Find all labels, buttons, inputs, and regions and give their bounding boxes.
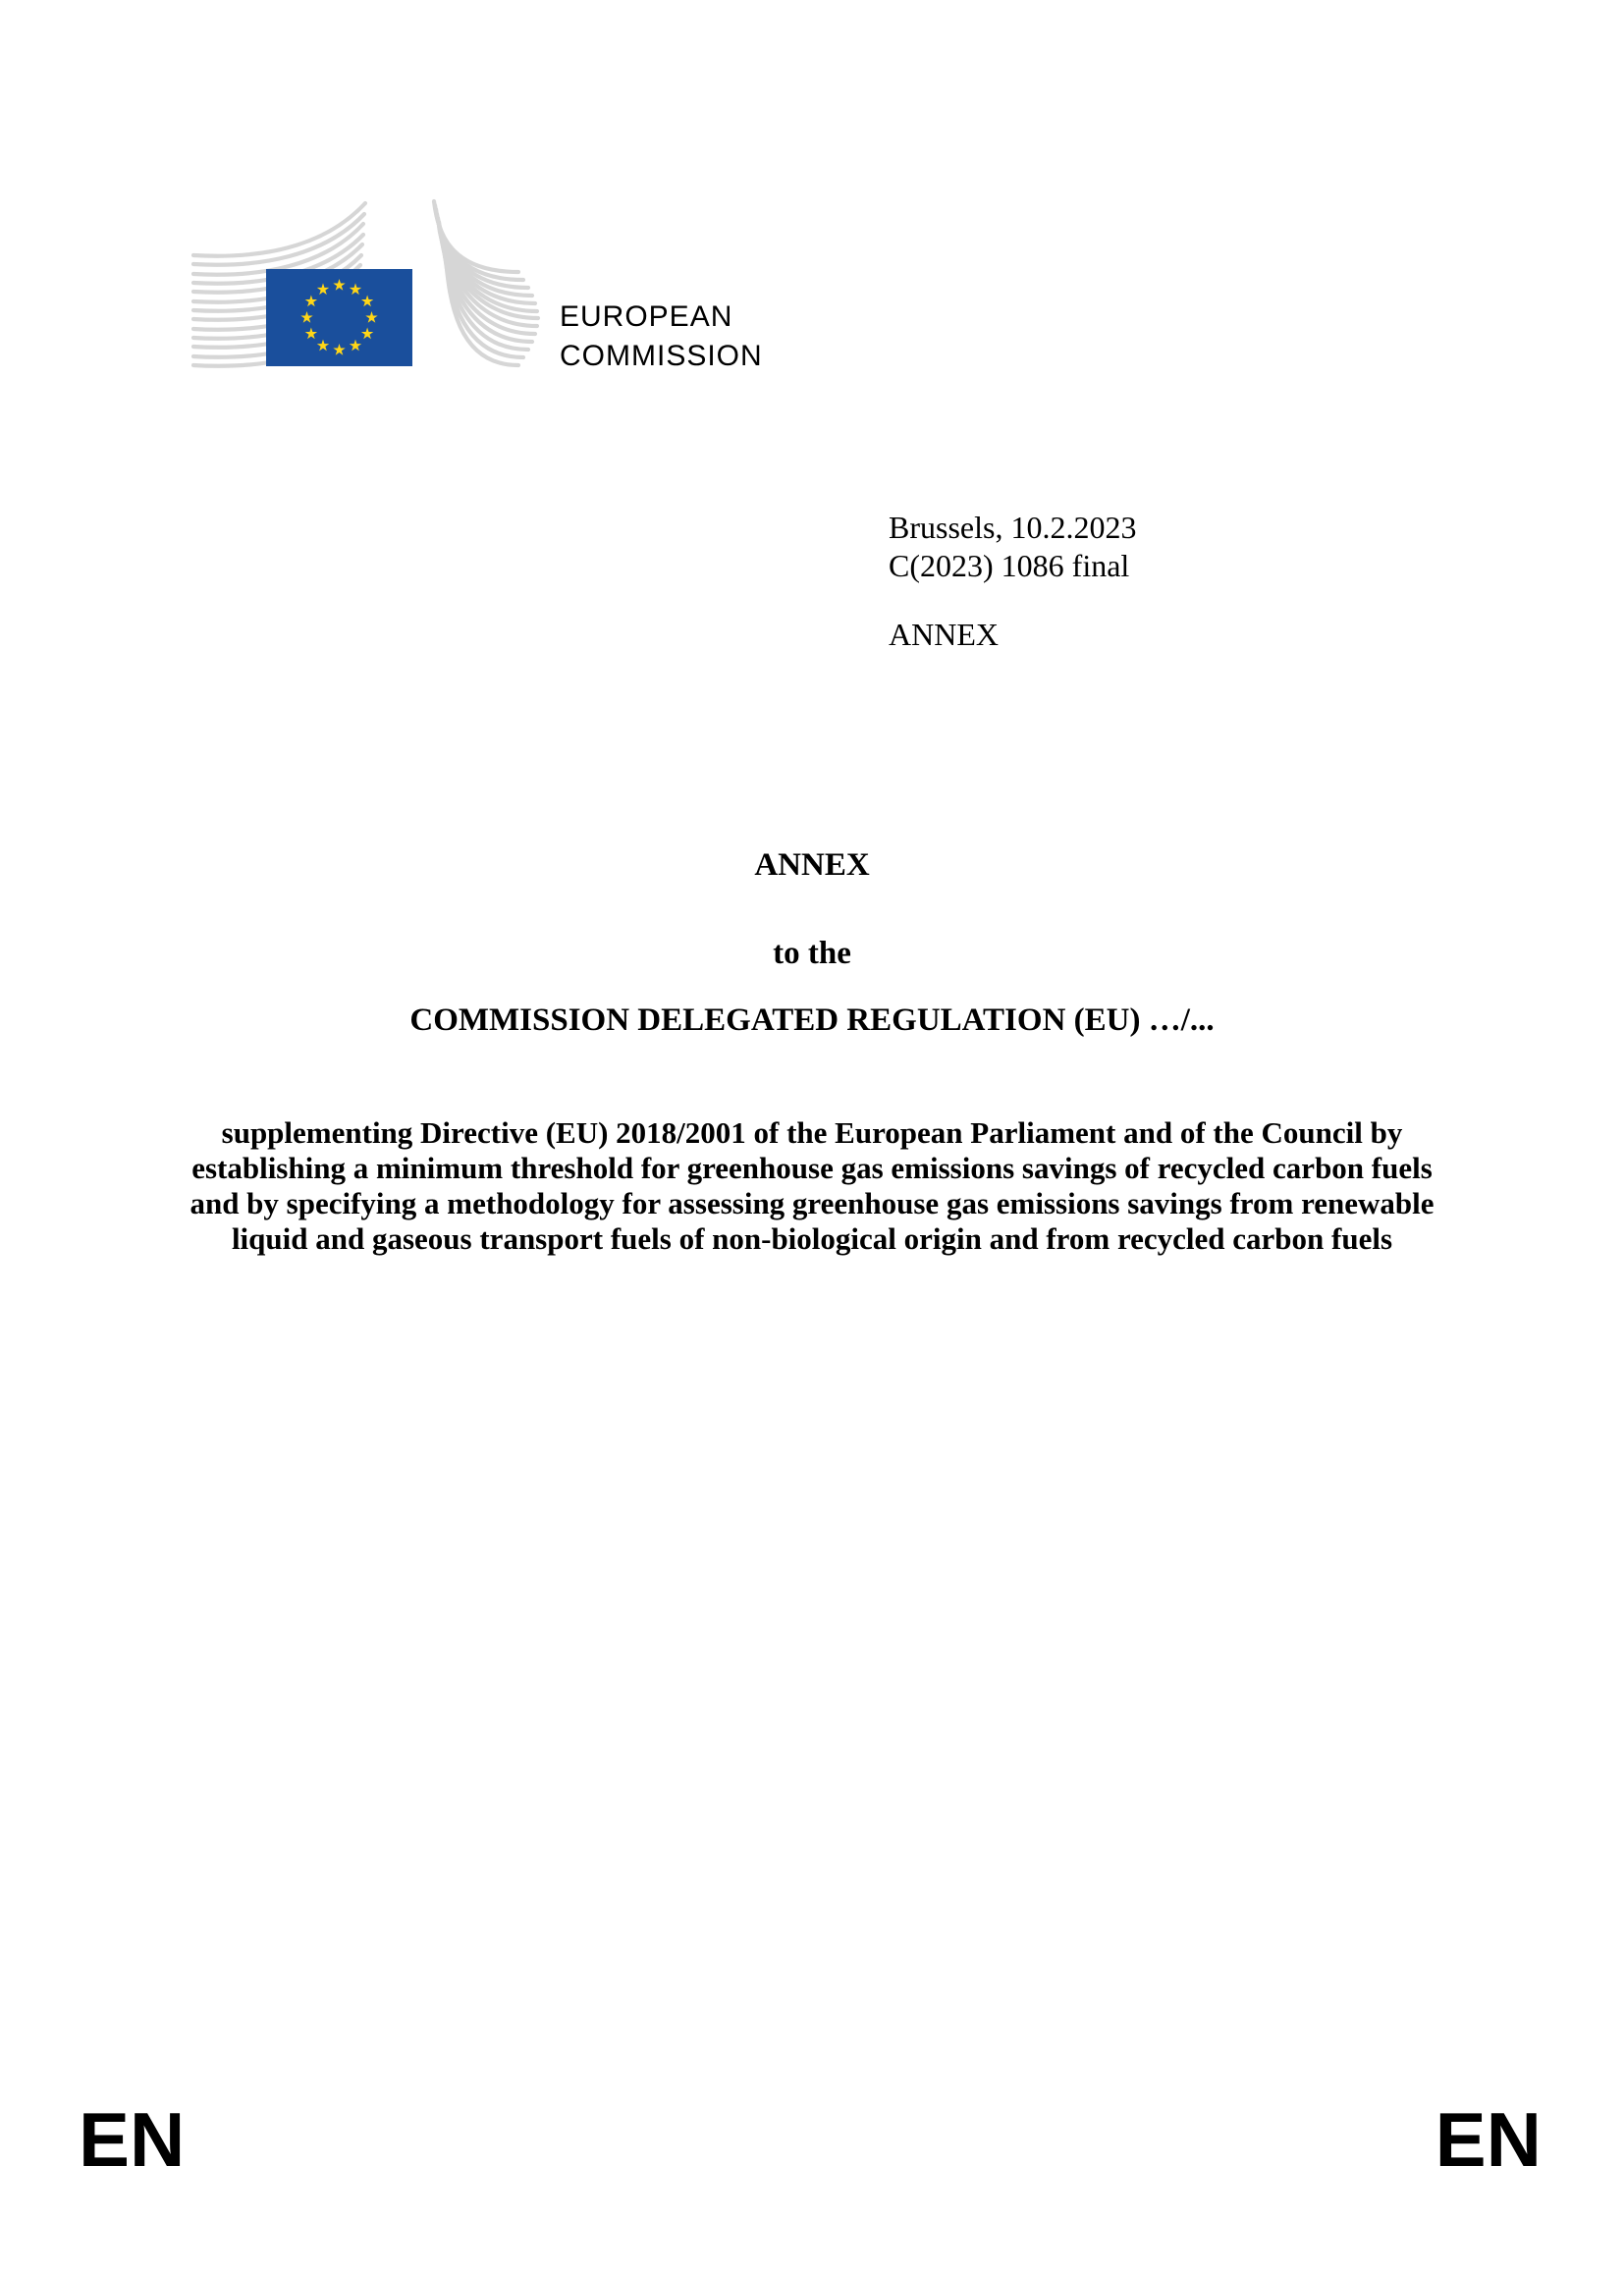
annex-heading: ANNEX [754, 847, 870, 883]
regulation-title: COMMISSION DELEGATED REGULATION (EU) …/... [409, 1002, 1215, 1038]
language-code-right: EN [1435, 2096, 1542, 2183]
annex-connector: to the [773, 936, 851, 971]
place-date: Brussels, 10.2.2023 [889, 510, 1137, 545]
logo-wordmark [560, 298, 763, 376]
european-commission-logo [191, 182, 977, 388]
reference-number: C(2023) 1086 final [889, 548, 1130, 583]
commission-logo-graphic [191, 182, 555, 373]
annex-label: ANNEX [889, 617, 999, 652]
logo-text-line1: EUROPEAN [560, 300, 733, 333]
logo-text-line2: COMMISSION [560, 340, 763, 372]
document-reference-block [889, 509, 1136, 654]
subject-paragraph: supplementing Directive (EU) 2018/2001 of the European Parliament and of the Council by establishing a minimum threshold for greenhouse gas emissions savings of recycled carbon fuels and by specifying a methodology for assessing greenhouse gas emissions savings from renewable liquid and gaseous transport fuels of non-biological origin and from recycled carbon fuels [189, 1115, 1435, 1256]
language-code-left: EN [79, 2096, 186, 2183]
logo-lines-right-icon [434, 201, 538, 365]
